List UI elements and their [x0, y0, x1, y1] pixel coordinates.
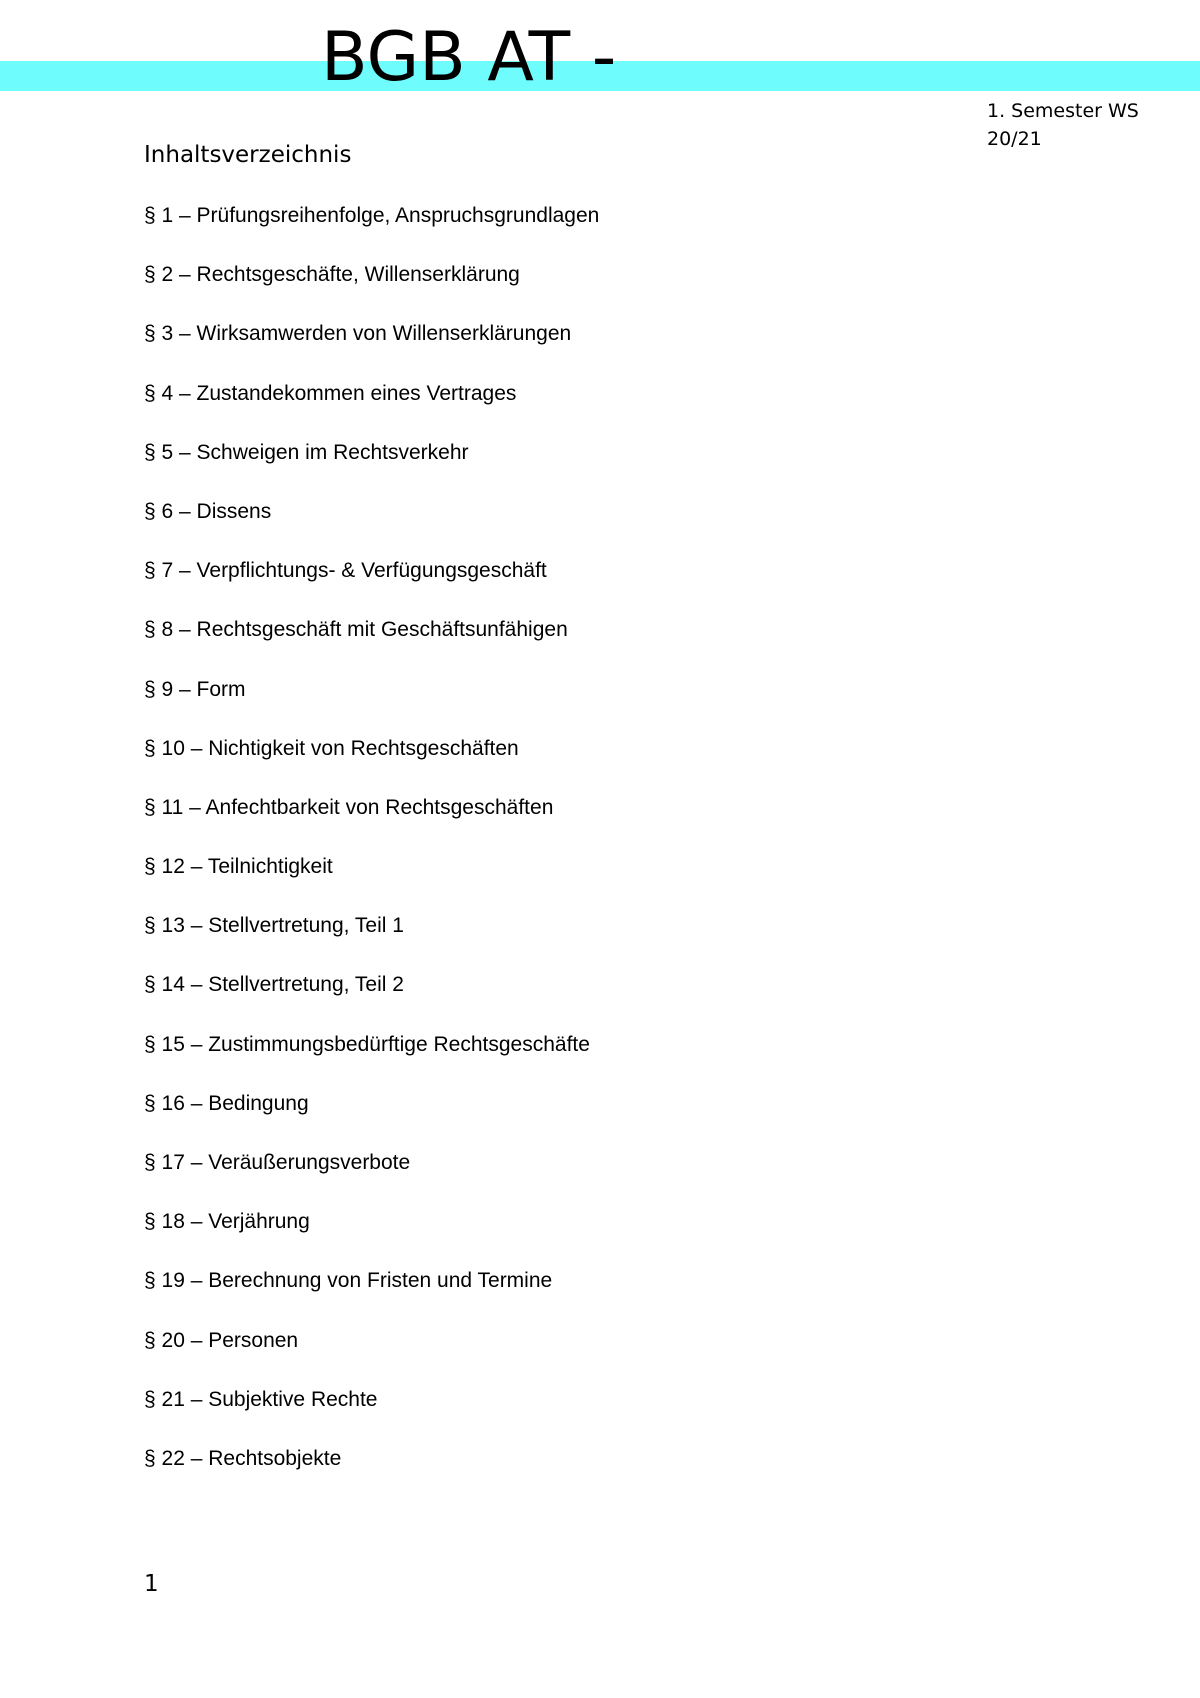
toc-item: § 22 – Rechtsobjekte: [144, 1446, 342, 1470]
toc-item: § 14 – Stellvertretung, Teil 2: [144, 973, 404, 997]
toc-item: § 2 – Rechtsgeschäfte, Willenserklärung: [144, 263, 520, 287]
toc-item: § 9 – Form: [144, 677, 246, 701]
toc-item: § 16 – Bedingung: [144, 1091, 309, 1115]
semester-label: 1. Semester WS 20/21: [987, 100, 1139, 150]
toc-item: § 7 – Verpflichtungs- & Verfügungsgeschäft: [144, 559, 547, 583]
toc-item: § 10 – Nichtigkeit von Rechtsgeschäften: [144, 736, 519, 760]
toc-item: § 17 – Veräußerungsverbote: [144, 1151, 411, 1174]
toc-item: § 12 – Teilnichtigkeit: [144, 855, 333, 879]
toc-heading: Inhaltsverzeichnis: [144, 142, 352, 168]
toc-item: § 6 – Dissens: [144, 499, 272, 523]
toc-item: § 15 – Zustimmungsbedürftige Rechtsgeschäfte: [144, 1032, 590, 1056]
toc-item: § 18 – Verjährung: [144, 1210, 310, 1234]
toc-item: § 19 – Berechnung von Fristen und Termine: [144, 1269, 553, 1293]
toc-item: § 5 – Schweigen im Rechtsverkehr: [144, 440, 469, 464]
document-title: BGB AT -: [321, 18, 617, 97]
toc-item: § 13 – Stellvertretung, Teil 1: [144, 914, 404, 938]
toc-item: § 8 – Rechtsgeschäft mit Geschäftsunfähigen: [144, 618, 568, 642]
toc-item: § 21 – Subjektive Rechte: [144, 1387, 378, 1411]
toc-item: § 11 – Anfechtbarkeit von Rechtsgeschäften: [144, 795, 554, 819]
toc-item: § 20 – Personen: [144, 1328, 299, 1352]
page-number: 1: [144, 1571, 159, 1597]
toc-item: § 4 – Zustandekommen eines Vertrages: [144, 381, 517, 405]
toc-item: § 1 – Prüfungsreihenfolge, Anspruchsgrundlagen: [144, 204, 600, 227]
toc-list: [144, 201, 599, 1503]
toc-item: § 3 – Wirksamwerden von Willenserklärungen: [144, 322, 572, 346]
